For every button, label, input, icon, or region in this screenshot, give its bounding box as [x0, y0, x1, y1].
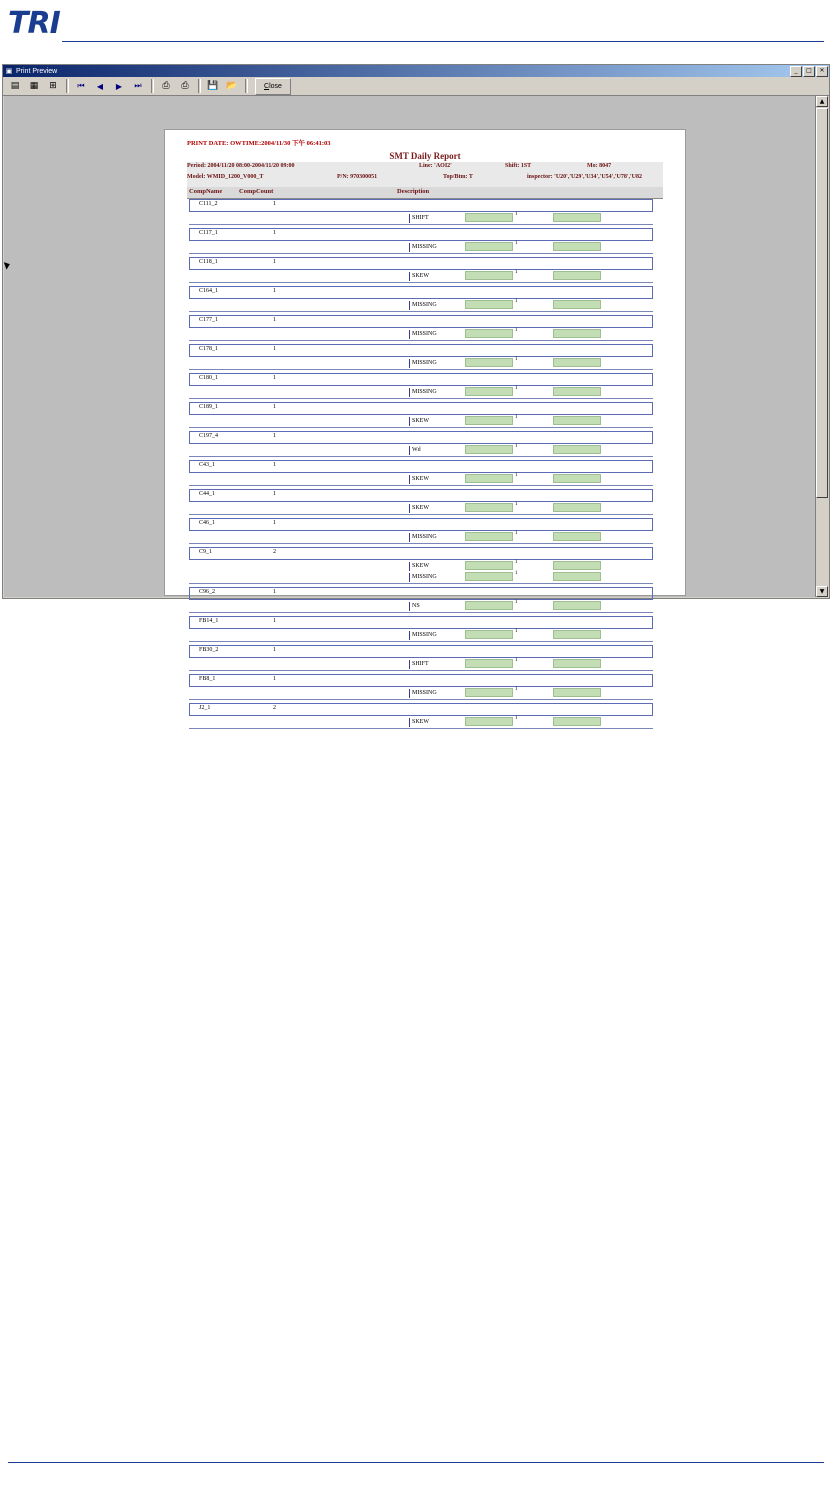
cell-compcount: 1 [273, 375, 276, 381]
row-divider [189, 543, 653, 544]
defect-bar-first [465, 601, 513, 610]
next-page-icon[interactable]: ▶ [110, 77, 128, 95]
close-button[interactable] [255, 78, 291, 95]
cell-compname: C46_1 [199, 520, 216, 526]
table-row [187, 518, 665, 547]
row-divider [189, 456, 653, 457]
header-model: Model: WMID_1200_V000_T [187, 174, 264, 180]
defect-bar-second [553, 416, 601, 425]
row-divider [189, 728, 653, 729]
table-row [187, 489, 665, 518]
row-divider [189, 224, 653, 225]
description-subrow [405, 688, 653, 699]
scrollbar-thumb[interactable] [816, 108, 828, 498]
maximize-icon[interactable]: □ [803, 66, 815, 77]
defect-count-first: 1 [515, 328, 518, 333]
footer-divider [8, 1462, 824, 1463]
comp-row-box [189, 402, 653, 415]
defect-count-first: 1 [515, 473, 518, 478]
toolbar-separator-1 [66, 79, 69, 93]
defect-count-first: 1 [515, 658, 518, 663]
report-header-row-1 [187, 163, 665, 169]
table-row [187, 373, 665, 402]
comp-row-box [189, 645, 653, 658]
print-preview-window [2, 64, 830, 725]
comp-row-box [189, 518, 653, 531]
cell-compname: C111_2 [199, 201, 218, 207]
cell-compname: C117_1 [199, 230, 218, 236]
defect-bar-second [553, 561, 601, 570]
comp-row-box [189, 616, 653, 629]
table-row [187, 703, 665, 732]
cell-compcount: 1 [273, 230, 276, 236]
row-divider [189, 699, 653, 700]
header-mo: Mo: 8047 [587, 163, 612, 169]
row-divider [189, 583, 653, 584]
row-divider [189, 311, 653, 312]
cell-description: SHIFT [409, 660, 429, 669]
print-date-value: OWTIME:2004/11/30 下午 06:41:03 [230, 140, 331, 147]
defect-bar-second [553, 213, 601, 222]
defect-bar-first [465, 242, 513, 251]
defect-bar-second [553, 358, 601, 367]
toolbar-separator-4 [245, 79, 248, 93]
cell-description: Wd [409, 446, 421, 455]
defect-count-first: 1 [515, 386, 518, 391]
header-inspector: inspector: 'U20','U29','U34','U54','U78','U82 [527, 174, 642, 180]
column-header-compcount: CompCount [239, 188, 274, 195]
defect-count-first: 1 [515, 415, 518, 420]
cell-compcount: 1 [273, 589, 276, 595]
defect-bar-second [553, 387, 601, 396]
table-row [187, 286, 665, 315]
description-subrow [405, 561, 653, 572]
toolbar-separator-2 [151, 79, 154, 93]
description-subrow [405, 572, 653, 583]
cell-compname: C177_1 [199, 317, 219, 323]
table-row [187, 460, 665, 489]
description-subrow [405, 630, 653, 641]
table-row [187, 199, 665, 228]
row-divider [189, 514, 653, 515]
row-divider [189, 485, 653, 486]
cell-compname: C43_1 [199, 462, 216, 468]
cell-compcount: 1 [273, 676, 276, 682]
description-subrow [405, 659, 653, 670]
defect-bar-first [465, 271, 513, 280]
close-button-label: lose [269, 82, 282, 90]
defect-bar-second [553, 532, 601, 541]
cell-compcount: 1 [273, 647, 276, 653]
comp-row-box [189, 431, 653, 444]
defect-bar-second [553, 659, 601, 668]
defect-bar-first [465, 300, 513, 309]
defect-count-first: 1 [515, 571, 518, 576]
preview-canvas[interactable] [4, 96, 818, 725]
defect-count-first: 1 [515, 600, 518, 605]
defect-bar-second [553, 329, 601, 338]
defect-bar-second [553, 445, 601, 454]
description-subrow [405, 213, 653, 224]
report-rows [187, 199, 665, 732]
cell-compname: C118_1 [199, 259, 218, 265]
scroll-up-icon[interactable]: ▲ [816, 96, 828, 107]
row-divider [189, 340, 653, 341]
previous-page-icon[interactable]: ◀ [91, 77, 109, 95]
row-divider [189, 612, 653, 613]
cell-description: SHIFT [409, 214, 429, 223]
defect-bar-first [465, 474, 513, 483]
tri-logo: TRI [8, 6, 60, 41]
comp-row-box [189, 587, 653, 600]
cell-compcount: 1 [273, 491, 276, 497]
cell-description: SKEW [409, 562, 429, 571]
comp-row-box [189, 489, 653, 502]
row-divider [189, 369, 653, 370]
description-subrow [405, 358, 653, 369]
defect-bar-second [553, 271, 601, 280]
defect-count-first: 1 [515, 299, 518, 304]
cell-compname: C197_4 [199, 433, 219, 439]
close-icon[interactable]: ✕ [816, 66, 828, 77]
report-header-row-2 [187, 174, 665, 180]
column-header-description: Description [397, 188, 430, 195]
defect-count-first: 1 [515, 531, 518, 536]
header-shift: Shift: 1ST [505, 163, 532, 169]
row-divider [189, 670, 653, 671]
row-divider [189, 282, 653, 283]
description-subrow [405, 416, 653, 427]
comp-row-box [189, 228, 653, 241]
header-pn: P/N: 970300051 [337, 174, 378, 180]
print-date [187, 138, 331, 147]
table-row [187, 616, 665, 645]
cell-compname: C178_1 [199, 346, 219, 352]
defect-bar-first [465, 532, 513, 541]
defect-bar-second [553, 503, 601, 512]
cell-compcount: 2 [273, 549, 276, 555]
cell-compcount: 1 [273, 404, 276, 410]
defect-bar-first [465, 572, 513, 581]
table-row [187, 547, 665, 587]
defect-count-first: 1 [515, 560, 518, 565]
table-row [187, 228, 665, 257]
defect-count-first: 1 [515, 502, 518, 507]
comp-row-box [189, 344, 653, 357]
defect-bar-first [465, 630, 513, 639]
cell-compcount: 1 [273, 288, 276, 294]
description-subrow [405, 601, 653, 612]
minimize-icon[interactable]: _ [790, 66, 802, 77]
window-titlebar[interactable] [3, 65, 829, 77]
toolbar-separator-3 [198, 79, 201, 93]
preview-vertical-scrollbar[interactable] [815, 96, 828, 597]
header-topbtm: Top/Btm: T [443, 174, 473, 180]
cell-compname: C9_1 [199, 549, 213, 555]
table-row [187, 674, 665, 703]
brand-header [0, 0, 832, 48]
cell-description: MISSING [409, 573, 437, 582]
cell-compname: C180_1 [199, 375, 219, 381]
comp-row-box [189, 674, 653, 687]
two-page-view-icon[interactable]: ▦ [25, 77, 43, 95]
description-subrow [405, 300, 653, 311]
description-subrow [405, 329, 653, 340]
row-divider [189, 253, 653, 254]
window-controls [790, 66, 828, 77]
window-title: Print Preview [16, 67, 58, 75]
defect-count-first: 1 [515, 687, 518, 692]
defect-bar-second [553, 601, 601, 610]
comp-row-box [189, 286, 653, 299]
multi-page-view-icon[interactable]: ⊞ [44, 77, 62, 95]
header-divider [62, 41, 824, 42]
cell-compcount: 1 [273, 520, 276, 526]
defect-count-first: 1 [515, 212, 518, 217]
defect-count-first: 1 [515, 270, 518, 275]
description-subrow [405, 271, 653, 282]
column-header-compname: CompName [189, 188, 223, 195]
defect-count-first: 1 [515, 629, 518, 634]
defect-bar-first [465, 358, 513, 367]
comp-row-box [189, 315, 653, 328]
cell-description: NS [409, 602, 420, 611]
description-subrow [405, 387, 653, 398]
defect-bar-first [465, 387, 513, 396]
description-subrow [405, 532, 653, 543]
description-subrow [405, 445, 653, 456]
defect-bar-first [465, 329, 513, 338]
cell-description: SKEW [409, 504, 429, 513]
cell-description: SKEW [409, 475, 429, 484]
cell-description: SKEW [409, 718, 429, 727]
defect-count-first: 1 [515, 444, 518, 449]
defect-count-first: 1 [515, 241, 518, 246]
defect-bar-second [553, 572, 601, 581]
table-row [187, 402, 665, 431]
scroll-down-icon[interactable]: ▼ [816, 586, 828, 597]
row-divider [189, 641, 653, 642]
print-icon[interactable]: ⎙ [157, 77, 175, 95]
cell-description: MISSING [409, 388, 437, 397]
print-setup-icon[interactable]: ⎙ [176, 77, 194, 95]
defect-bar-second [553, 242, 601, 251]
table-row [187, 257, 665, 286]
cell-compcount: 1 [273, 346, 276, 352]
print-date-label: PRINT DATE: [187, 140, 229, 147]
defect-bar-second [553, 688, 601, 697]
defect-bar-first [465, 717, 513, 726]
cell-compcount: 1 [273, 618, 276, 624]
defect-count-first: 1 [515, 357, 518, 362]
first-page-icon[interactable]: ⏮ [72, 77, 90, 95]
defect-bar-first [465, 445, 513, 454]
cell-compname: C164_1 [199, 288, 219, 294]
cell-compcount: 1 [273, 462, 276, 468]
cell-compname: FB14_1 [199, 618, 219, 624]
defect-bar-first [465, 416, 513, 425]
defect-bar-second [553, 300, 601, 309]
comp-row-box [189, 460, 653, 473]
defect-count-first: 1 [515, 716, 518, 721]
defect-bar-first [465, 688, 513, 697]
report-page [164, 129, 686, 725]
cell-description: SKEW [409, 272, 429, 281]
table-row [187, 431, 665, 460]
description-subrow [405, 717, 653, 728]
comp-row-box [189, 547, 653, 560]
table-row [187, 645, 665, 674]
cell-description: SKEW [409, 417, 429, 426]
cell-compname: C44_1 [199, 491, 216, 497]
close-button-accesskey: C [264, 82, 270, 90]
last-page-icon[interactable]: ⏭ [129, 77, 147, 95]
defect-bar-first [465, 659, 513, 668]
save-icon[interactable]: 💾 [204, 77, 222, 95]
cell-description: MISSING [409, 359, 437, 368]
cell-description: MISSING [409, 533, 437, 542]
cell-compcount: 1 [273, 259, 276, 265]
description-subrow [405, 503, 653, 514]
cell-description: MISSING [409, 243, 437, 252]
cell-compcount: 1 [273, 201, 276, 207]
defect-bar-first [465, 503, 513, 512]
defect-bar-second [553, 717, 601, 726]
cell-compname: FB30_2 [199, 647, 219, 653]
comp-row-box [189, 373, 653, 386]
cell-compcount: 1 [273, 317, 276, 323]
defect-bar-first [465, 213, 513, 222]
cell-description: MISSING [409, 631, 437, 640]
row-divider [189, 398, 653, 399]
open-icon[interactable]: 📂 [223, 77, 241, 95]
description-subrow [405, 474, 653, 485]
row-divider [189, 427, 653, 428]
table-row [187, 344, 665, 373]
cell-compname: C96_2 [199, 589, 216, 595]
header-line: Line: 'AOI2' [419, 163, 452, 169]
app-icon: ▣ [5, 67, 13, 75]
cell-compcount: 2 [273, 705, 276, 711]
defect-bar-second [553, 630, 601, 639]
description-subrow [405, 242, 653, 253]
cell-compname: C189_1 [199, 404, 219, 410]
defect-bar-first [465, 561, 513, 570]
cell-description: MISSING [409, 301, 437, 310]
cell-description: MISSING [409, 330, 437, 339]
comp-row-box [189, 257, 653, 270]
cell-description: MISSING [409, 689, 437, 698]
cell-compcount: 1 [273, 433, 276, 439]
comp-row-box [189, 703, 653, 716]
cell-compname: FB8_1 [199, 676, 216, 682]
cell-compname: J2_1 [199, 705, 211, 711]
report-title: SMT Daily Report [389, 151, 461, 161]
preview-toolbar [3, 77, 829, 96]
one-page-view-icon[interactable]: ▤ [6, 77, 24, 95]
comp-row-box [189, 199, 653, 212]
header-period: Period: 2004/11/20 08:00-2004/11/20 09:00 [187, 163, 295, 169]
table-row [187, 587, 665, 616]
table-row [187, 315, 665, 344]
defect-bar-second [553, 474, 601, 483]
